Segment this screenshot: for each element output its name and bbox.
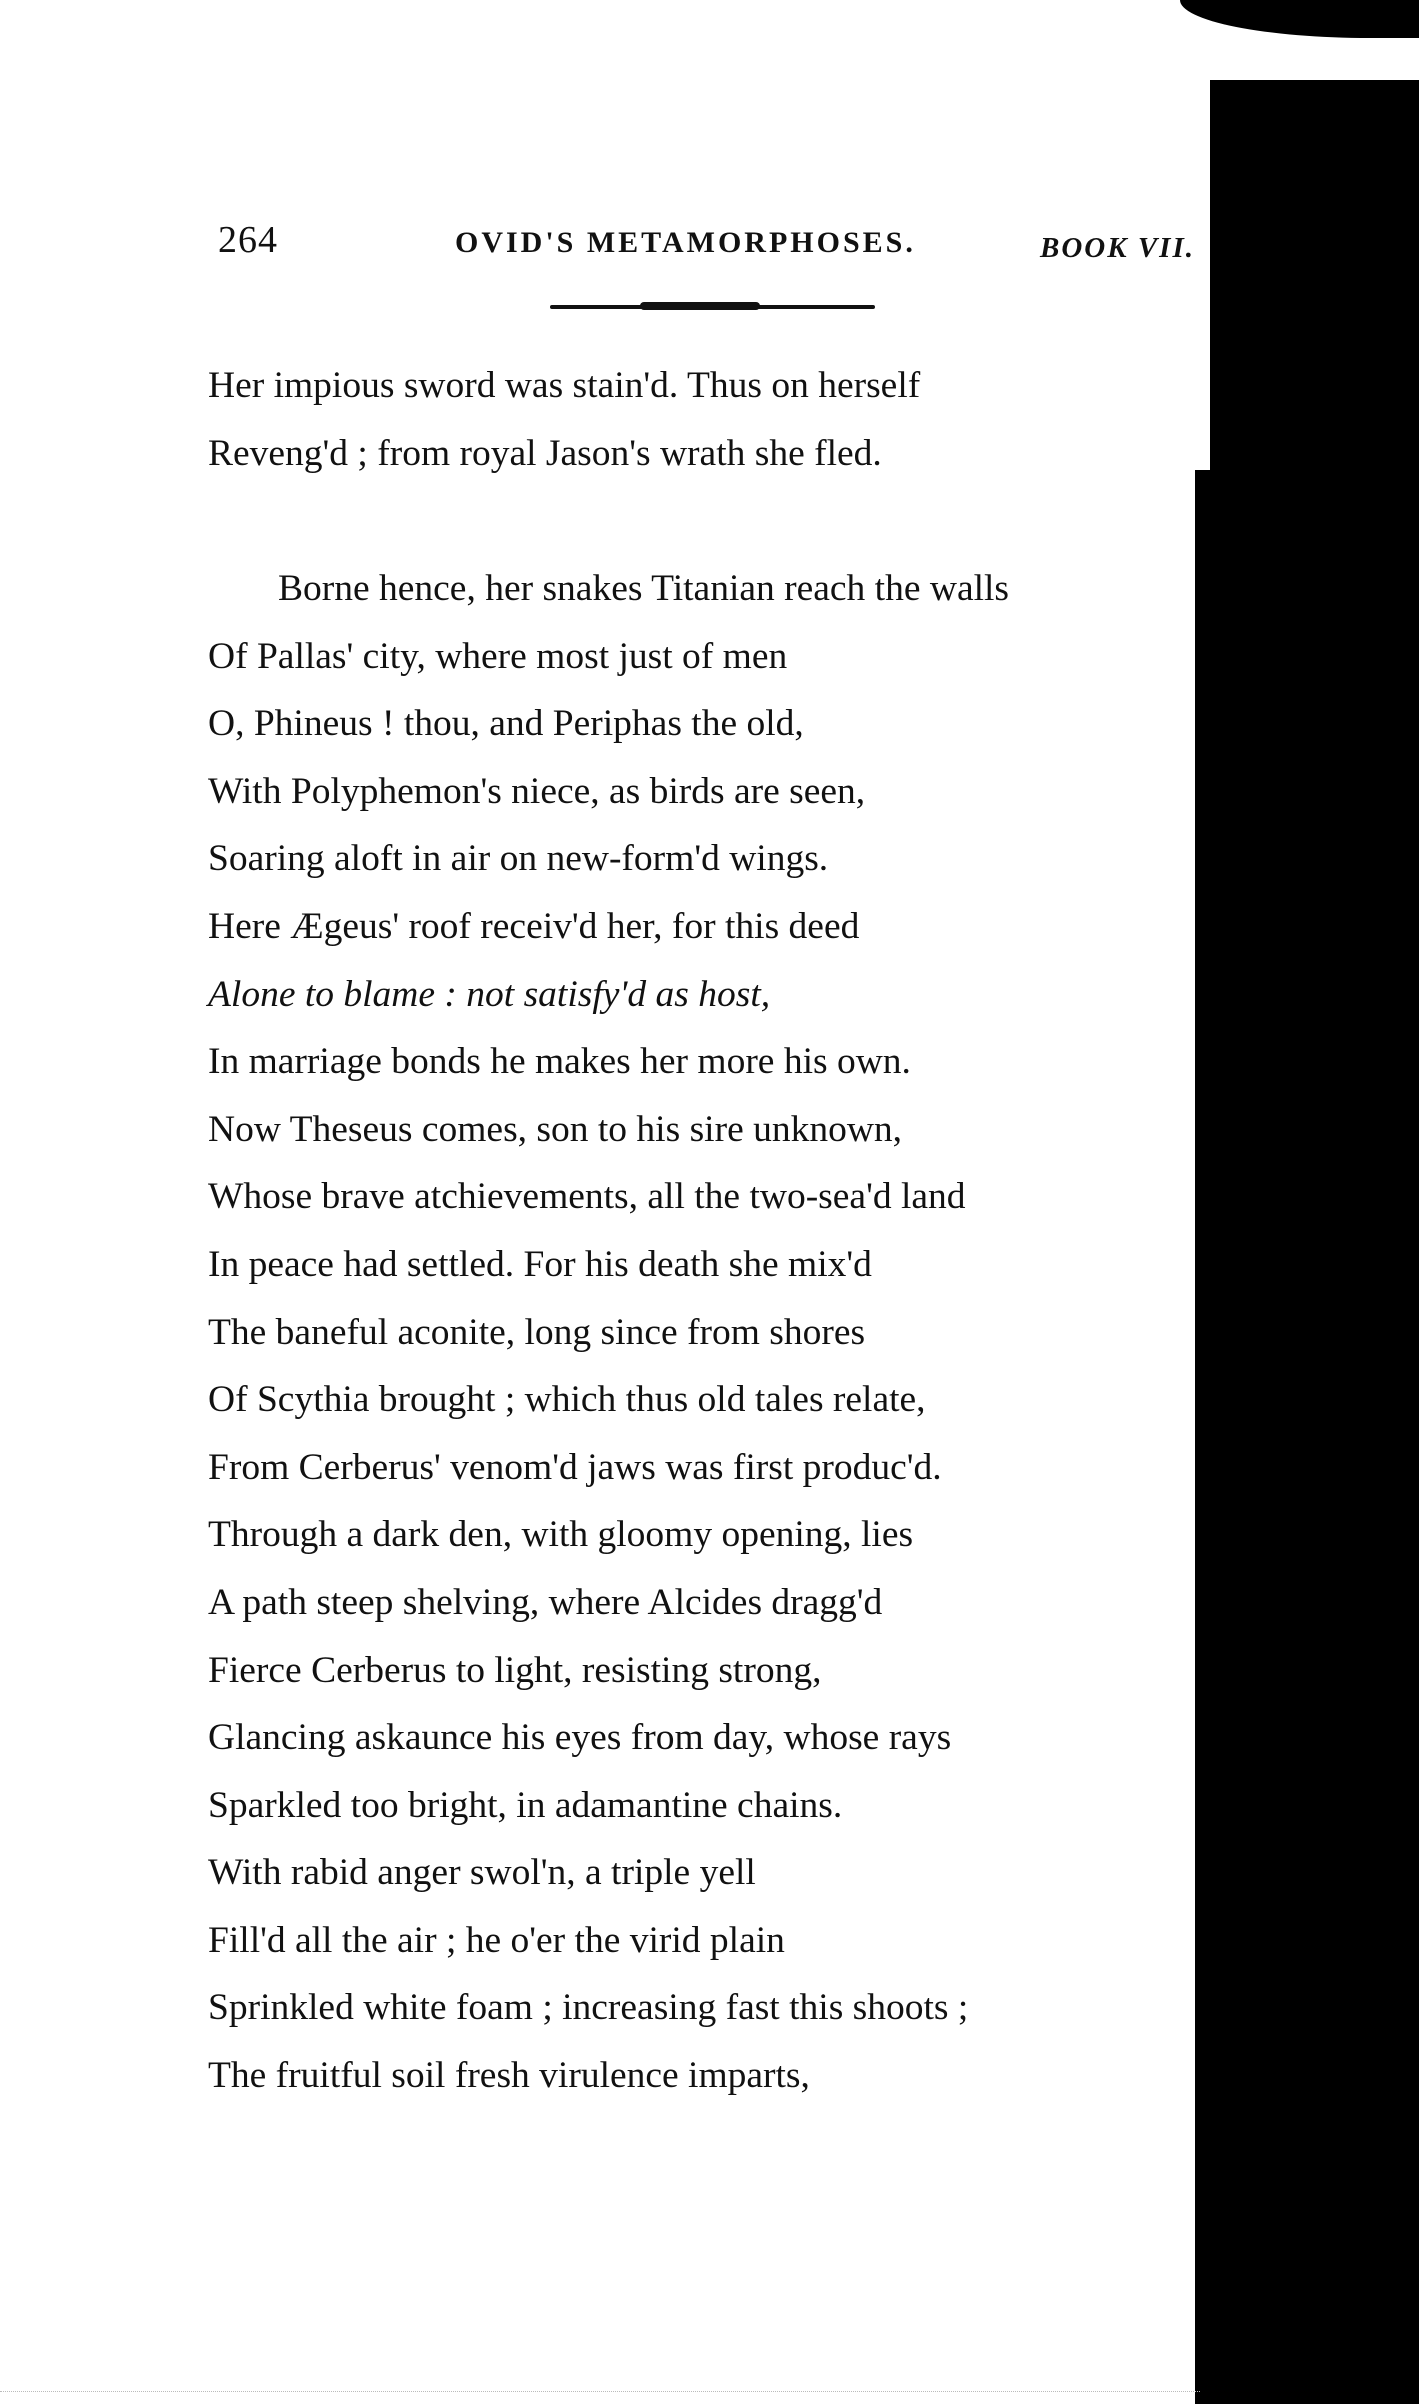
verse-line: Here Ægeus' roof receiv'd her, for this deed [208,905,860,947]
verse-line: In marriage bonds he makes her more his own. [208,1041,911,1083]
verse-line: In peace had settled. For his death she mix'd [208,1243,872,1285]
verse-line: With Polyphemon's niece, as birds are seen, [208,770,866,812]
verse-line: Borne hence, her snakes Titanian reach the walls [278,568,1010,609]
verse-line: Alone to blame : not satisfy'd as host, [208,973,771,1015]
verse-line: Her impious sword was stain'd. Thus on herself [208,365,921,406]
verse-line: A path steep shelving, where Alcides dragg'd [208,1581,883,1623]
page-curl-shadow [1180,0,1419,38]
verse-line: Now Theseus comes, son to his sire unknown, [208,1108,903,1150]
verse-line: The fruitful soil fresh virulence imparts, [208,2055,810,2097]
verse-line: Of Scythia brought ; which thus old tales relate, [208,1379,926,1421]
verse-line: Reveng'd ; from royal Jason's wrath she fled. [208,432,882,474]
verse-line: Whose brave atchievements, all the two-sea'd land [208,1176,966,1218]
verse-line: Through a dark den, with gloomy opening, lies [208,1514,914,1556]
verse-line: Of Pallas' city, where most just of men [208,635,788,677]
verse-line: Sprinkled white foam ; increasing fast this shoots ; [208,1987,969,2029]
page-number: 264 [218,219,278,261]
verse-line: Glancing askaunce his eyes from day, whose rays [208,1717,952,1759]
verse-line: O, Phineus ! thou, and Periphas the old, [208,703,804,745]
book-label: BOOK VII. [1040,232,1195,264]
binding-shadow [1210,80,1419,2404]
verse-line: Fill'd all the air ; he o'er the virid plain [208,1919,785,1961]
scan-edge-specks [0,2391,1200,2404]
verse-stanza-1 [208,352,920,487]
verse-line: Fierce Cerberus to light, resisting strong, [208,1649,822,1691]
verse-line: With rabid anger swol'n, a triple yell [208,1852,756,1894]
header-rule-ornament [640,302,760,310]
verse-line: From Cerberus' venom'd jaws was first produc'd. [208,1446,942,1488]
running-title: OVID'S METAMORPHOSES. [455,226,916,259]
verse-line: Sparkled too bright, in adamantine chains. [208,1784,843,1826]
binding-shadow-edge [1195,470,1225,2404]
verse-line: The baneful aconite, long since from shores [208,1311,866,1353]
verse-line: Soaring aloft in air on new-form'd wings. [208,838,829,880]
verse-stanza-2 [208,555,1009,2110]
page-header [0,208,1419,278]
